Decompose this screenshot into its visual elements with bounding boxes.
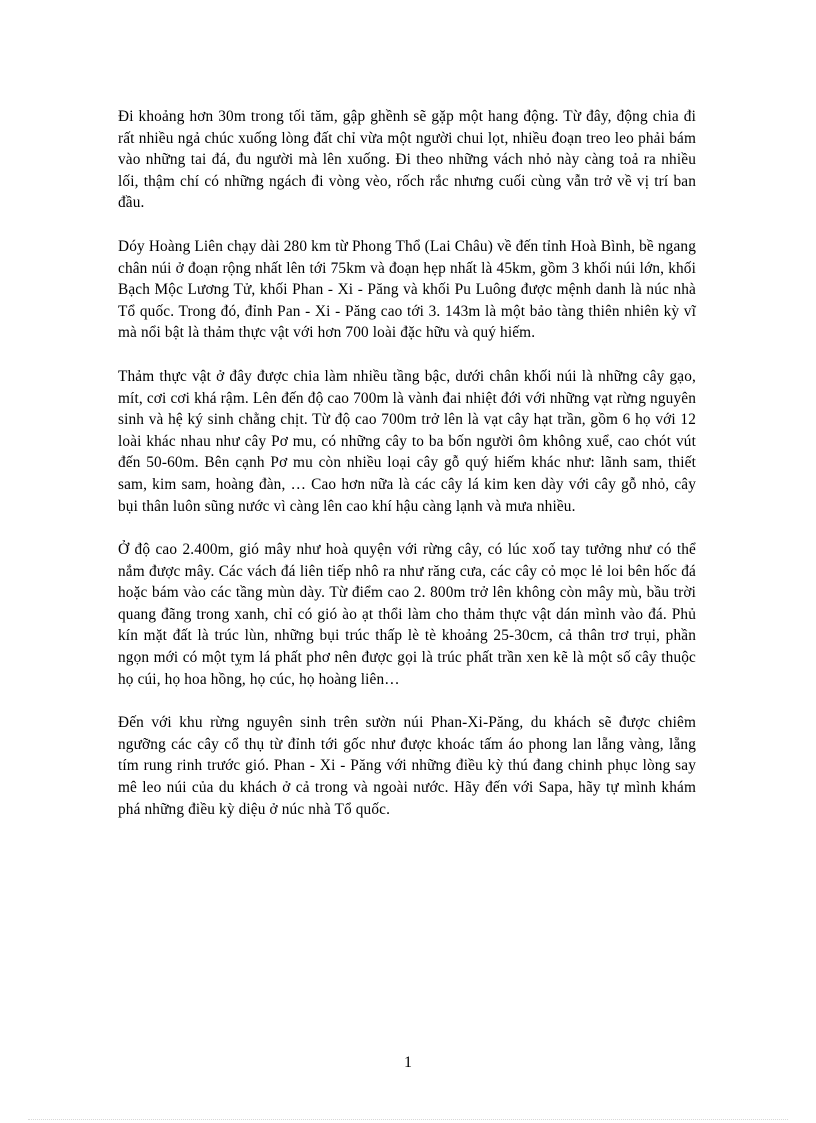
page-number: 1 [404, 1054, 412, 1071]
paragraph-cave: Đi khoảng hơn 30m trong tối tăm, gập ghềnh sẽ gặp một hang động. Từ đây, động chia đi rất nhiều ngả chúc xuống lòng đất chỉ vừa một người chui lọt, nhiều đoạn treo leo phải bám vào những tai đá, đu người mà lên xuống. Đi theo những vách nhỏ này càng toả ra nhiều lối, thậm chí có những ngách đi vòng vèo, rốch rắc nhưng cuối cùng vẫn trở về vị trí ban đầu. [118, 108, 696, 212]
paragraph-hoang-lien-range: Dóy Hoàng Liên chạy dài 280 km từ Phong Thổ (Lai Châu) về đến tỉnh Hoà Bình, bề ngang chân núi ở đoạn rộng nhất lên tới 75km và đoạn hẹp nhất là 45km, gồm 3 khối núi lớn, khối Bạch Mộc Lương Tử, khối Phan - Xi - Păng và khối Pu Luông được mệnh danh là núc nhà Tổ quốc. Trong đó, đỉnh Pan - Xi - Păng cao tới 3. 143m là một bảo tàng thiên nhiên kỳ vĩ mà nổi bật là thảm thực vật với hơn 700 loài đặc hữu và quý hiếm. [118, 237, 696, 342]
paragraph-high-altitude: Ở độ cao 2.400m, gió mây như hoà quyện với rừng cây, có lúc xoố tay tưởng như có thể nắm được mây. Các vách đá liên tiếp nhô ra như răng cưa, các cây cỏ mọc lẻ loi bên hốc đá hoặc bám vào các tầng mùn dày. Từ điểm cao 2. 800m trở lên không còn mây mù, bầu trời quang đãng trong xanh, chỉ có gió ào ạt thổi làm cho thảm thực vật dán mình vào đá. Phủ kín mặt đất là trúc lùn, những bụi trúc thấp lè tè khoảng 25-30cm, cả thân trơ trụi, phần ngọn mới có một tỵm lá phất phơ nên được gọi là trúc phất trần xen kẽ là một số cây thuộc họ cúi, họ hoa hồng, họ cúc, họ hoàng liên… [118, 541, 696, 688]
paragraph-vegetation-layers: Thảm thực vật ở đây được chia làm nhiều tầng bậc, dưới chân khối núi là những cây gạo, mít, cơi cơi khá rậm. Lên đến độ cao 700m là vành đai nhiệt đới với những vạt rừng nguyên sinh và hệ ký sinh chằng chịt. Từ độ cao 700m trở lên là vạt cây hạt trần, gồm 6 họ với 12 loài khác nhau như cây Pơ mu, có những cây to ba bốn người ôm không xuể, cao chót vút đến 50-60m. Bên cạnh Pơ mu còn nhiều loại cây gỗ quý hiếm khác như: lãnh sam, thiết sam, kim sam, hoàng đàn, … Cao hơn nữa là các cây lá kim ken dày với cây gỗ nhỏ, cây bụi thân luôn sũng nước vì càng lên cao khí hậu càng lạnh và mưa nhiều. [118, 367, 696, 515]
paragraph-conclusion: Đến với khu rừng nguyên sinh trên sườn núi Phan-Xi-Păng, du khách sẽ được chiêm ngưỡng các cây cổ thụ từ đỉnh tới gốc như được khoác tấm áo phong lan lẵng vàng, lẵng tím rung rinh trước gió. Phan - Xi - Păng với những điều kỳ thú đang chinh phục lòng say mê leo núi của du khách ở cả trong và ngoài nước. Hãy đến với Sapa, hãy tự mình khám phá những điều kỳ diệu ở núc nhà Tổ quốc. [118, 714, 696, 818]
body-text [118, 106, 696, 842]
page-bottom-divider [28, 1119, 788, 1120]
